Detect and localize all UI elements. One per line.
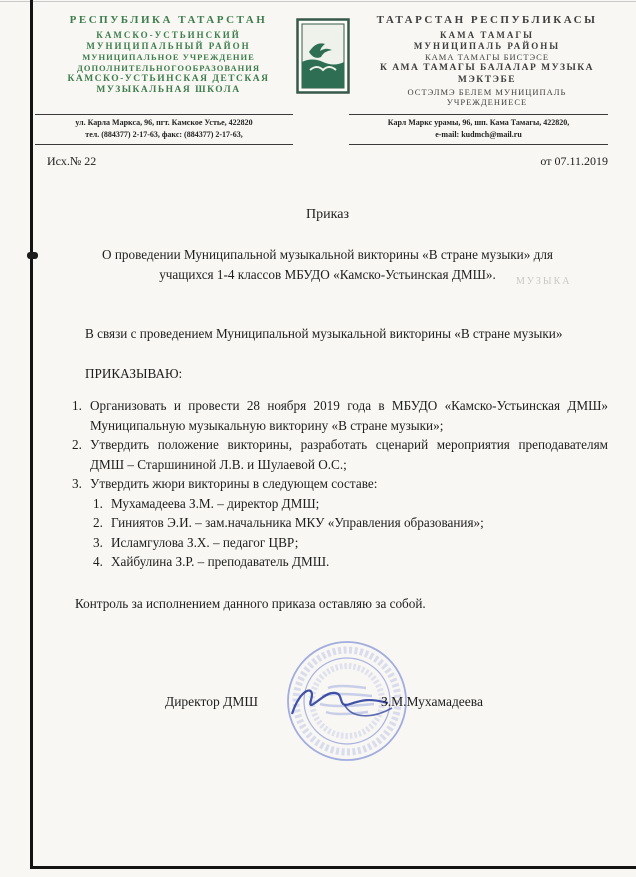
order-keyword: ПРИКАЗЫВАЮ:	[85, 366, 183, 381]
contacts-russian	[35, 114, 293, 145]
letterhead-russian-block	[47, 14, 290, 97]
org-name2-ru: МУЗЫКАЛЬНАЯ ШКОЛА	[96, 85, 241, 96]
item-number: 3.	[72, 476, 82, 492]
phone-fax: тел. (884377) 2-17-63, факс: (884377) 2-17-63,	[85, 129, 243, 139]
org-type-ru: МУНИЦИПАЛЬНОЕ УЧРЕЖДЕНИЕ	[82, 52, 255, 63]
item-text: Исламгулова З.Х. – педагог ЦВР;	[111, 534, 299, 550]
org-name2-tat: МЭКТЭБЕ	[457, 74, 517, 85]
org-district-ru: КАМСКО-УСТЬИНСКИЙ	[96, 29, 241, 40]
item-text: Организовать и провести 28 ноября 2019 года в МБУДО «Камско-Устьинская ДМШ» Муниципальную музыкальную викторину «В стране музыки»;	[90, 398, 608, 433]
list-item	[72, 474, 608, 494]
item-number: 4.	[93, 554, 103, 570]
address-ru: ул. Карла Маркса, 96, пгт. Камское Устье, 422820	[75, 117, 253, 127]
letterhead-tatar-block	[366, 14, 608, 108]
email: e-mail: kudmch@mail.ru	[435, 129, 522, 139]
letterhead	[47, 14, 608, 108]
jury-item	[93, 494, 608, 514]
item-number: 2.	[72, 437, 82, 453]
item-text: Утвердить положение викторины, разработать сценарий мероприятия преподавателям ДМШ – Старшининой Л.В. и Шулаевой О.С.;	[90, 437, 608, 472]
org-district-tat: КАМА ТАМАГЫ	[440, 29, 534, 40]
org-type2-tat: УЧРЕЖДЕНИЕСЕ	[446, 97, 528, 108]
document-date: от 07.11.2019	[540, 153, 608, 168]
item-number: 1.	[72, 398, 82, 413]
contacts-row	[47, 114, 608, 145]
org-district2-ru: МУНИЦИПАЛЬНЫЙ РАЙОН	[86, 41, 251, 51]
item-text: Мухамадеева З.М. – директор ДМШ;	[111, 495, 320, 511]
org-type2-ru: ДОПОЛНИТЕЛЬНОГООБРАЗОВАНИЯ	[76, 62, 261, 73]
order-items-list	[47, 396, 608, 572]
scan-bottom-edge-line	[30, 866, 636, 869]
org-name-ru: КАМСКО-УСТЬИНСКАЯ ДЕТСКАЯ	[67, 73, 270, 84]
list-item	[72, 435, 608, 474]
reference-row	[47, 154, 608, 169]
intro-paragraph: В связи с проведением Муниципальной музыкальной викторины «В стране музыки»	[85, 326, 563, 342]
jury-item	[93, 533, 608, 553]
org-settlement-tat: КАМА ТАМАГЫ БИСТЭСЕ	[424, 52, 550, 63]
item-number: 2.	[93, 515, 103, 531]
org-region-ru: РЕСПУБЛИКА ТАТАРСТАН	[69, 14, 268, 26]
org-district2-tat: МУНИЦИПАЛЬ РАЙОНЫ	[413, 41, 561, 51]
jury-item	[93, 513, 608, 533]
org-name-tat: К АМА ТАМАГЫ БАЛАЛАР МУЗЫКА	[379, 62, 595, 73]
list-item	[72, 396, 608, 435]
address-tat: Карл Маркс урамы, 96, шп. Кама Тамагы, 422820,	[387, 117, 570, 127]
outgoing-number: Исх.№ 22	[47, 153, 97, 168]
control-paragraph: Контроль за исполнением данного приказа оставляю за собой.	[75, 595, 426, 611]
signer-name: З.М.Мухамадеева	[381, 694, 483, 709]
jury-list	[72, 494, 608, 572]
item-text: Гиниятов Э.И. – зам.начальника МКУ «Управления образования»;	[111, 515, 484, 531]
contacts-tatar	[349, 114, 608, 145]
item-number: 1.	[93, 495, 103, 511]
org-region-tat: ТАТАРСТАН РЕСПУБЛИКАСЫ	[376, 14, 598, 26]
item-text: Хайбулина З.Р. – преподаватель ДМШ.	[111, 554, 330, 570]
school-emblem-icon	[296, 18, 350, 99]
scan-bleed-artifact: МУЗЫКА	[516, 276, 572, 287]
org-type-tat: ОСТЭЛМЭ БЕЛЕМ МУНИЦИПАЛЬ	[407, 86, 567, 97]
item-number: 3.	[93, 534, 103, 550]
document-title: Приказ	[306, 206, 349, 222]
jury-item	[93, 552, 608, 572]
signer-position: Директор ДМШ	[165, 694, 258, 709]
item-text: Утвердить жюри викторины в следующем составе:	[90, 476, 378, 492]
document-subject: О проведении Муниципальной музыкальной викторины «В стране музыки» для учащихся 1-4 классов МБУДО «Камско-Устьинская ДМШ».	[102, 246, 553, 282]
